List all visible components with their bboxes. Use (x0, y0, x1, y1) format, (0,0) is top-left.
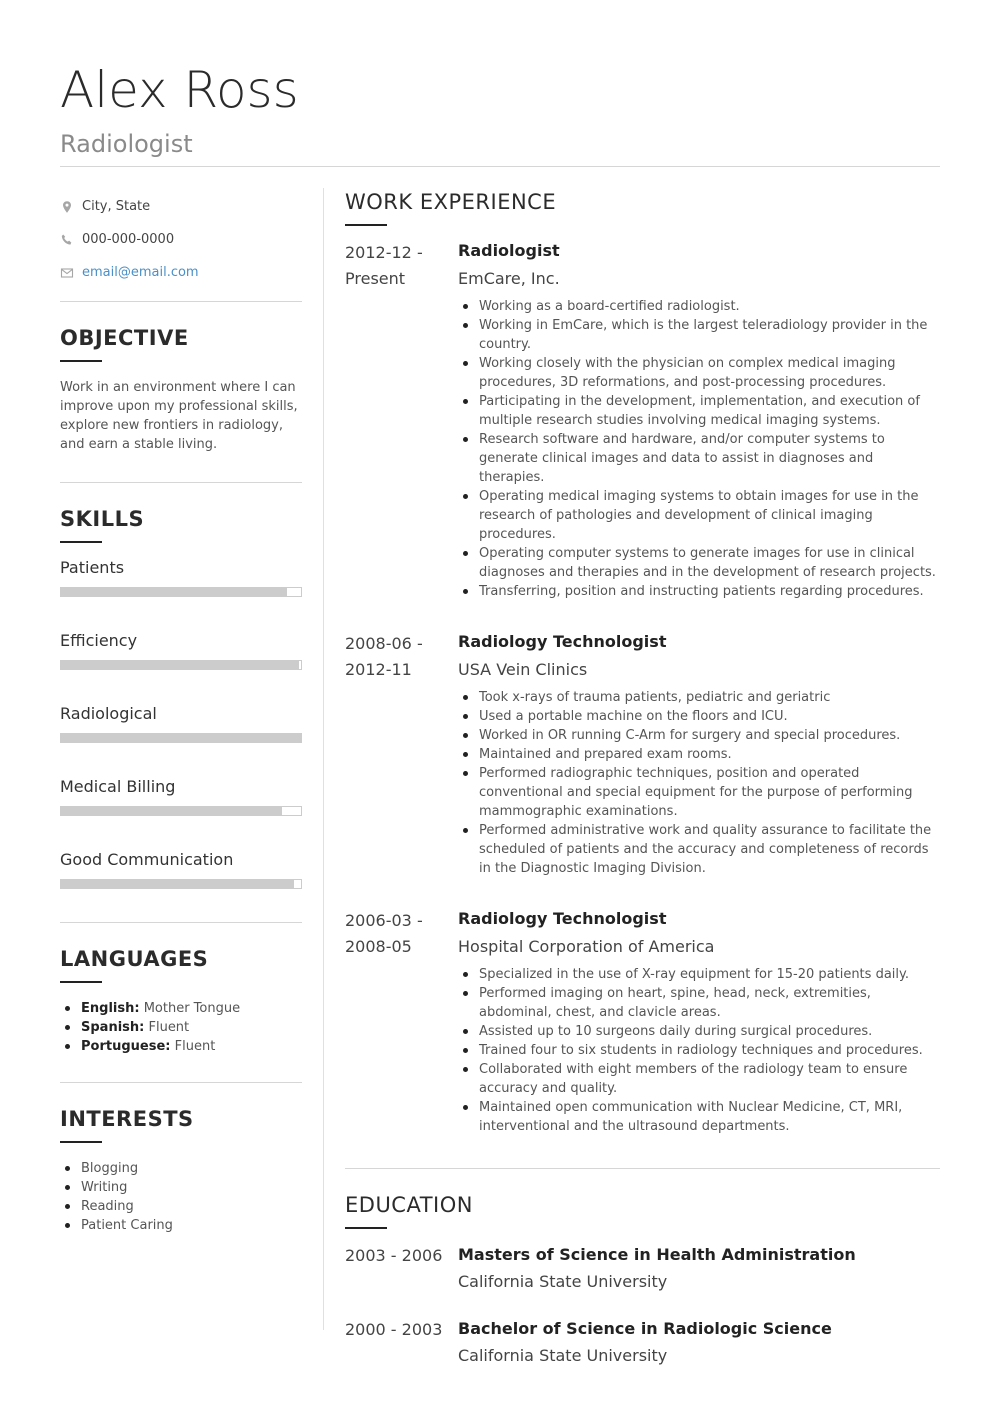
education-school: California State University (458, 1272, 668, 1291)
skill-item (60, 557, 302, 597)
main-divider (345, 1168, 940, 1169)
languages-underline (60, 981, 102, 983)
list-item: Assisted up to 10 surgeons daily during surgical procedures. (458, 1022, 940, 1041)
education-entry (345, 1243, 940, 1293)
education-degree: Bachelor of Science in Radiologic Science (458, 1319, 832, 1338)
job-bullets (458, 688, 940, 878)
interests-underline (60, 1141, 102, 1143)
skills-section (60, 505, 302, 889)
list-item: Maintained and prepared exam rooms. (458, 745, 940, 764)
sidebar (60, 190, 302, 1235)
contact-phone (60, 223, 302, 256)
job-body (458, 908, 940, 1136)
languages-heading: LANGUAGES (60, 947, 209, 971)
job-entry (345, 908, 940, 1136)
skill-item (60, 630, 302, 670)
language-name: English: (81, 1001, 140, 1016)
work-underline (345, 224, 387, 226)
contact-email (60, 256, 302, 289)
job-title: Radiologist (458, 241, 560, 260)
languages-list (60, 999, 302, 1056)
list-item: Performed imaging on heart, spine, head, neck, extremities, abdominal, chest, and clavicle areas. (458, 984, 940, 1022)
contact-location (60, 190, 302, 223)
education-entry (345, 1317, 940, 1367)
location-pin-icon (60, 200, 74, 214)
skill-fill (61, 661, 299, 669)
list-item: Working closely with the physician on complex medical imaging procedures, 3D reformations, and post-processing procedures. (458, 354, 940, 392)
objective-heading: OBJECTIVE (60, 326, 189, 350)
list-item (60, 999, 302, 1018)
list-item: Working in EmCare, which is the largest teleradiology provider in the country. (458, 316, 940, 354)
objective-underline (60, 360, 102, 362)
job-company: Hospital Corporation of America (458, 937, 715, 956)
list-item: Blogging (60, 1159, 302, 1178)
job-title: Radiology Technologist (458, 909, 667, 928)
skill-fill (61, 880, 294, 888)
objective-section (60, 324, 302, 454)
skill-name: Medical Billing (60, 777, 176, 796)
list-item (60, 1037, 302, 1056)
skill-bar (60, 587, 302, 597)
job-date-end: Present (345, 269, 406, 288)
list-item: Used a portable machine on the floors and ICU. (458, 707, 940, 726)
job-dates (345, 631, 458, 878)
objective-text: Work in an environment where I can improve upon my professional skills, explore new frontiers in radiology, and earn a stable living. (60, 380, 298, 452)
job-bullets (458, 965, 940, 1136)
skill-fill (61, 807, 282, 815)
list-item: Participating in the development, implementation, and execution of multiple research studies involving medical imaging systems. (458, 392, 940, 430)
list-item: Trained four to six students in radiology techniques and procedures. (458, 1041, 940, 1060)
skill-name: Efficiency (60, 631, 138, 650)
education-heading: EDUCATION (345, 1193, 473, 1217)
job-entry (345, 240, 940, 601)
job-body (458, 631, 940, 878)
education-dates: 2003 - 2006 (345, 1246, 443, 1265)
skill-bar (60, 806, 302, 816)
job-date-end: 2012-11 (345, 660, 412, 679)
list-item: Reading (60, 1197, 302, 1216)
list-item: Collaborated with eight members of the radiology team to ensure accuracy and quality. (458, 1060, 940, 1098)
skill-bar (60, 879, 302, 889)
job-title: Radiology Technologist (458, 632, 667, 651)
list-item (60, 1018, 302, 1037)
skill-name: Radiological (60, 704, 157, 723)
skill-item (60, 703, 302, 743)
skill-name: Good Communication (60, 850, 234, 869)
job-bullets (458, 297, 940, 601)
job-date-start: 2006-03 - (345, 911, 423, 930)
resume-header (60, 58, 940, 160)
job-entry (345, 631, 940, 878)
interests-list (60, 1159, 302, 1235)
skill-bar (60, 660, 302, 670)
education-underline (345, 1227, 387, 1229)
list-item: Specialized in the use of X-ray equipment for 15-20 patients daily. (458, 965, 940, 984)
envelope-icon (60, 266, 74, 280)
candidate-title: Radiologist (60, 130, 193, 158)
language-name: Portuguese: (81, 1039, 171, 1054)
job-company: USA Vein Clinics (458, 660, 588, 679)
job-dates (345, 908, 458, 1136)
language-level: Fluent (174, 1039, 216, 1054)
phone-icon (60, 233, 74, 247)
interests-heading: INTERESTS (60, 1107, 194, 1131)
column-divider (323, 188, 324, 1330)
list-item: Research software and hardware, and/or computer systems to generate clinical images and data to assist in diagnoses and therapies. (458, 430, 940, 487)
location-text: City, State (82, 199, 151, 214)
education-degree: Masters of Science in Health Administration (458, 1245, 856, 1264)
language-level: Fluent (148, 1020, 190, 1035)
education-dates: 2000 - 2003 (345, 1320, 443, 1339)
languages-section (60, 945, 302, 1056)
list-item: Performed administrative work and quality assurance to facilitate the scheduled of patients and the accuracy and completeness of records in the Diagnostic Imaging Division. (458, 821, 940, 878)
list-item: Working as a board-certified radiologist. (458, 297, 940, 316)
sidebar-divider (60, 922, 302, 923)
candidate-name: Alex Ross (60, 61, 299, 119)
language-level: Mother Tongue (143, 1001, 241, 1016)
education-body (458, 1317, 940, 1367)
list-item: Patient Caring (60, 1216, 302, 1235)
list-item: Worked in OR running C-Arm for surgery and special procedures. (458, 726, 940, 745)
education-section (345, 1191, 940, 1367)
skill-fill (61, 734, 301, 742)
skill-item (60, 849, 302, 889)
header-divider (60, 166, 940, 167)
list-item: Operating medical imaging systems to obtain images for use in the research of pathologies and development of clinical imaging procedures. (458, 487, 940, 544)
skill-fill (61, 588, 287, 596)
list-item: Maintained open communication with Nuclear Medicine, CT, MRI, interventional and the ultrasound departments. (458, 1098, 940, 1136)
job-body (458, 240, 940, 601)
job-date-end: 2008-05 (345, 937, 412, 956)
skills-underline (60, 541, 102, 543)
list-item: Transferring, position and instructing patients regarding procedures. (458, 582, 940, 601)
job-dates (345, 240, 458, 601)
skill-bar (60, 733, 302, 743)
work-heading: WORK EXPERIENCE (345, 190, 557, 214)
job-date-start: 2012-12 - (345, 243, 423, 262)
work-experience-section (345, 188, 940, 1136)
job-company: EmCare, Inc. (458, 269, 560, 288)
list-item: Performed radiographic techniques, position and operated conventional and special equipment for the purpose of performing mammographic examinations. (458, 764, 940, 821)
education-school: California State University (458, 1346, 668, 1365)
skill-name: Patients (60, 558, 125, 577)
interests-section (60, 1105, 302, 1235)
phone-text: 000-000-0000 (82, 232, 175, 247)
skill-item (60, 776, 302, 816)
list-item: Took x-rays of trauma patients, pediatric and geriatric (458, 688, 940, 707)
education-body (458, 1243, 940, 1293)
sidebar-divider (60, 482, 302, 483)
skills-heading: SKILLS (60, 507, 145, 531)
sidebar-divider (60, 301, 302, 302)
job-date-start: 2008-06 - (345, 634, 423, 653)
main-column (345, 188, 940, 1367)
language-name: Spanish: (81, 1020, 145, 1035)
list-item: Writing (60, 1178, 302, 1197)
sidebar-divider (60, 1082, 302, 1083)
email-link[interactable]: email@email.com (82, 265, 199, 280)
list-item: Operating computer systems to generate images for use in clinical diagnoses and therapies and in the development of research projects. (458, 544, 940, 582)
